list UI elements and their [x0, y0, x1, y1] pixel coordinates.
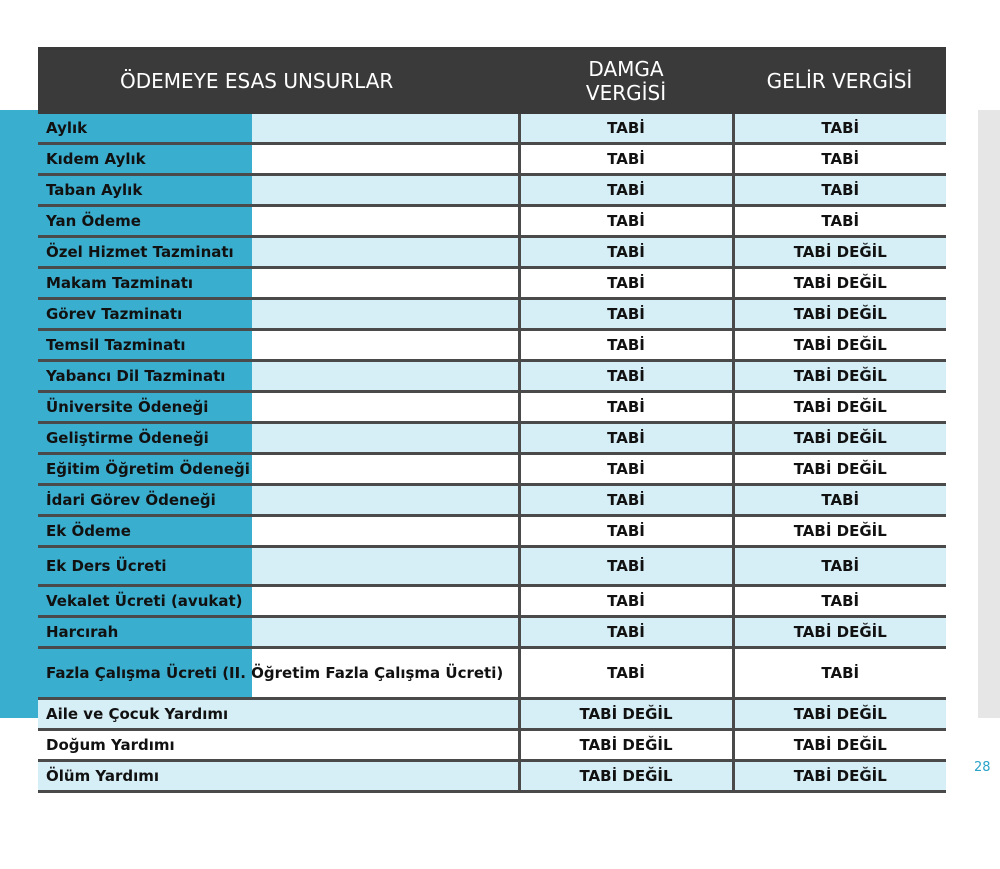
- row-stamp-tax-status: TABİ DEĞİL: [519, 761, 733, 792]
- row-item-name: Kıdem Aylık: [38, 144, 519, 175]
- table-row: [38, 547, 946, 586]
- tax-table: [38, 47, 946, 793]
- table-header-row: [38, 47, 946, 114]
- table-row: [38, 648, 946, 699]
- table-row: [38, 617, 946, 648]
- row-income-tax-status: TABİ DEĞİL: [733, 237, 946, 268]
- page-number: 28: [974, 760, 991, 775]
- table-row: [38, 114, 946, 144]
- row-income-tax-status: TABİ: [733, 547, 946, 586]
- header-payment-items: ÖDEMEYE ESAS UNSURLAR: [38, 47, 519, 114]
- row-item-name: Makam Tazminatı: [38, 268, 519, 299]
- row-stamp-tax-status: TABİ: [519, 299, 733, 330]
- row-income-tax-status: TABİ DEĞİL: [733, 330, 946, 361]
- row-stamp-tax-status: TABİ: [519, 454, 733, 485]
- row-stamp-tax-status: TABİ: [519, 617, 733, 648]
- row-income-tax-status: TABİ DEĞİL: [733, 454, 946, 485]
- row-item-name: Özel Hizmet Tazminatı: [38, 237, 519, 268]
- row-stamp-tax-status: TABİ: [519, 547, 733, 586]
- row-income-tax-status: TABİ: [733, 175, 946, 206]
- table-row: [38, 485, 946, 516]
- table-row: [38, 423, 946, 454]
- row-item-name: İdari Görev Ödeneği: [38, 485, 519, 516]
- row-stamp-tax-status: TABİ: [519, 237, 733, 268]
- row-item-name: Yabancı Dil Tazminatı: [38, 361, 519, 392]
- row-income-tax-status: TABİ: [733, 144, 946, 175]
- row-stamp-tax-status: TABİ: [519, 423, 733, 454]
- row-income-tax-status: TABİ DEĞİL: [733, 268, 946, 299]
- row-income-tax-status: TABİ DEĞİL: [733, 617, 946, 648]
- row-income-tax-status: TABİ DEĞİL: [733, 299, 946, 330]
- row-income-tax-status: TABİ DEĞİL: [733, 516, 946, 547]
- table-row: [38, 175, 946, 206]
- row-income-tax-status: TABİ: [733, 206, 946, 237]
- table-row: [38, 206, 946, 237]
- row-income-tax-status: TABİ: [733, 586, 946, 617]
- row-income-tax-status: TABİ DEĞİL: [733, 392, 946, 423]
- row-stamp-tax-status: TABİ: [519, 648, 733, 699]
- row-item-name: Harcırah: [38, 617, 519, 648]
- row-item-name: Aylık: [38, 114, 519, 144]
- row-stamp-tax-status: TABİ: [519, 392, 733, 423]
- row-income-tax-status: TABİ: [733, 648, 946, 699]
- table-row: [38, 144, 946, 175]
- table-row: [38, 586, 946, 617]
- row-stamp-tax-status: TABİ: [519, 144, 733, 175]
- row-stamp-tax-status: TABİ: [519, 114, 733, 144]
- row-income-tax-status: TABİ DEĞİL: [733, 761, 946, 792]
- row-item-name: Ek Ödeme: [38, 516, 519, 547]
- row-item-name: Ölüm Yardımı: [38, 761, 519, 792]
- row-stamp-tax-status: TABİ DEĞİL: [519, 699, 733, 730]
- row-item-name: Görev Tazminatı: [38, 299, 519, 330]
- header-income-tax: GELİR VERGİSİ: [733, 47, 946, 114]
- header-stamp-tax: DAMGA VERGİSİ: [519, 47, 733, 114]
- row-income-tax-status: TABİ: [733, 485, 946, 516]
- row-income-tax-status: TABİ DEĞİL: [733, 730, 946, 761]
- row-item-name: Aile ve Çocuk Yardımı: [38, 699, 519, 730]
- row-income-tax-status: TABİ DEĞİL: [733, 361, 946, 392]
- row-stamp-tax-status: TABİ: [519, 175, 733, 206]
- row-stamp-tax-status: TABİ: [519, 206, 733, 237]
- row-item-name: Eğitim Öğretim Ödeneği: [38, 454, 519, 485]
- row-item-name: Vekalet Ücreti (avukat): [38, 586, 519, 617]
- row-stamp-tax-status: TABİ: [519, 330, 733, 361]
- table-row: [38, 330, 946, 361]
- row-income-tax-status: TABİ DEĞİL: [733, 699, 946, 730]
- decorative-side-bar: [978, 110, 1000, 718]
- table-row: [38, 699, 946, 730]
- table-row: [38, 268, 946, 299]
- row-income-tax-status: TABİ DEĞİL: [733, 423, 946, 454]
- row-stamp-tax-status: TABİ: [519, 516, 733, 547]
- row-stamp-tax-status: TABİ: [519, 361, 733, 392]
- row-item-name: Fazla Çalışma Ücreti (II. Öğretim Fazla Çalışma Ücreti): [38, 648, 519, 699]
- row-item-name: Temsil Tazminatı: [38, 330, 519, 361]
- table-row: [38, 237, 946, 268]
- row-item-name: Geliştirme Ödeneği: [38, 423, 519, 454]
- table-row: [38, 299, 946, 330]
- row-item-name: Üniversite Ödeneği: [38, 392, 519, 423]
- table-row: [38, 454, 946, 485]
- row-item-name: Yan Ödeme: [38, 206, 519, 237]
- row-item-name: Ek Ders Ücreti: [38, 547, 519, 586]
- row-stamp-tax-status: TABİ: [519, 586, 733, 617]
- row-item-name: Doğum Yardımı: [38, 730, 519, 761]
- table-row: [38, 761, 946, 792]
- row-stamp-tax-status: TABİ: [519, 485, 733, 516]
- row-stamp-tax-status: TABİ: [519, 268, 733, 299]
- table-row: [38, 361, 946, 392]
- table-row: [38, 730, 946, 761]
- row-stamp-tax-status: TABİ DEĞİL: [519, 730, 733, 761]
- table-row: [38, 392, 946, 423]
- table-row: [38, 516, 946, 547]
- row-item-name: Taban Aylık: [38, 175, 519, 206]
- row-income-tax-status: TABİ: [733, 114, 946, 144]
